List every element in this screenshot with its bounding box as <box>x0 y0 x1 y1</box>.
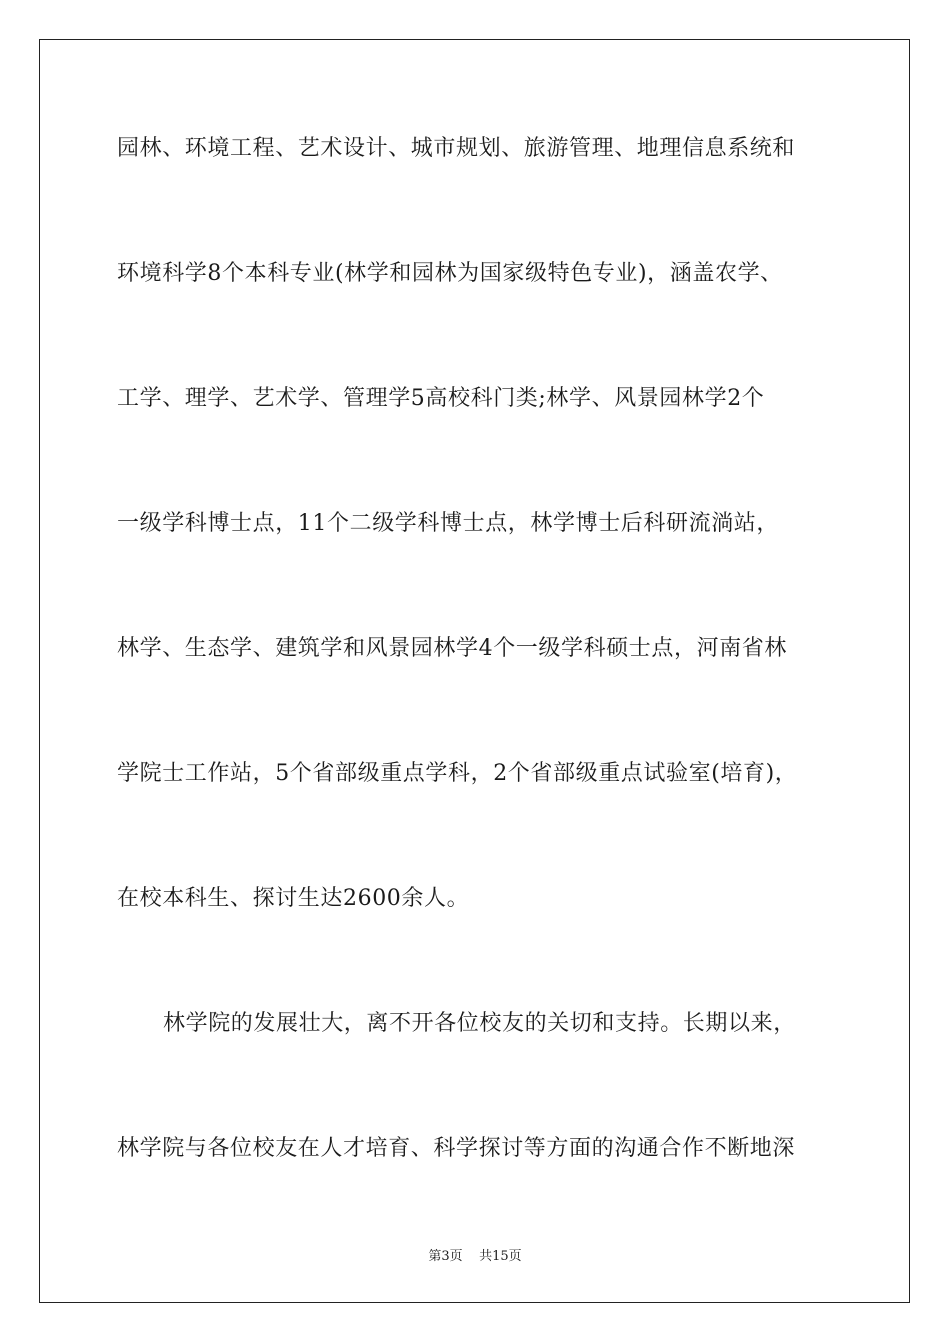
paragraph-line-8: 林学院的发展壮大，离不开各位校友的关切和支持。长期以来， <box>163 1011 796 1036</box>
paragraph-line-7: 在校本科生、探讨生达2600余人。 <box>117 886 470 911</box>
page-border <box>39 39 910 1303</box>
paragraph-line-2: 环境科学8个本科专业(林学和园林为国家级特色专业)，涵盖农学、 <box>117 261 783 286</box>
paragraph-line-6: 学院士工作站，5个省部级重点学科，2个省部级重点试验室(培育)， <box>117 761 798 786</box>
paragraph-line-4: 一级学科博士点，11个二级学科博士点，林学博士后科研流淌站， <box>117 511 779 536</box>
paragraph-line-9: 林学院与各位校友在人才培育、科学探讨等方面的沟通合作不断地深 <box>117 1136 796 1161</box>
paragraph-line-1: 园林、环境工程、艺术设计、城市规划、旅游管理、地理信息系统和 <box>117 136 796 161</box>
paragraph-line-5: 林学、生态学、建筑学和风景园林学4个一级学科硕士点，河南省林 <box>117 636 787 661</box>
page-number-footer: 第3页 共15页 <box>428 1249 522 1264</box>
paragraph-line-3: 工学、理学、艺术学、管理学5高校科门类;林学、风景园林学2个 <box>117 386 765 411</box>
